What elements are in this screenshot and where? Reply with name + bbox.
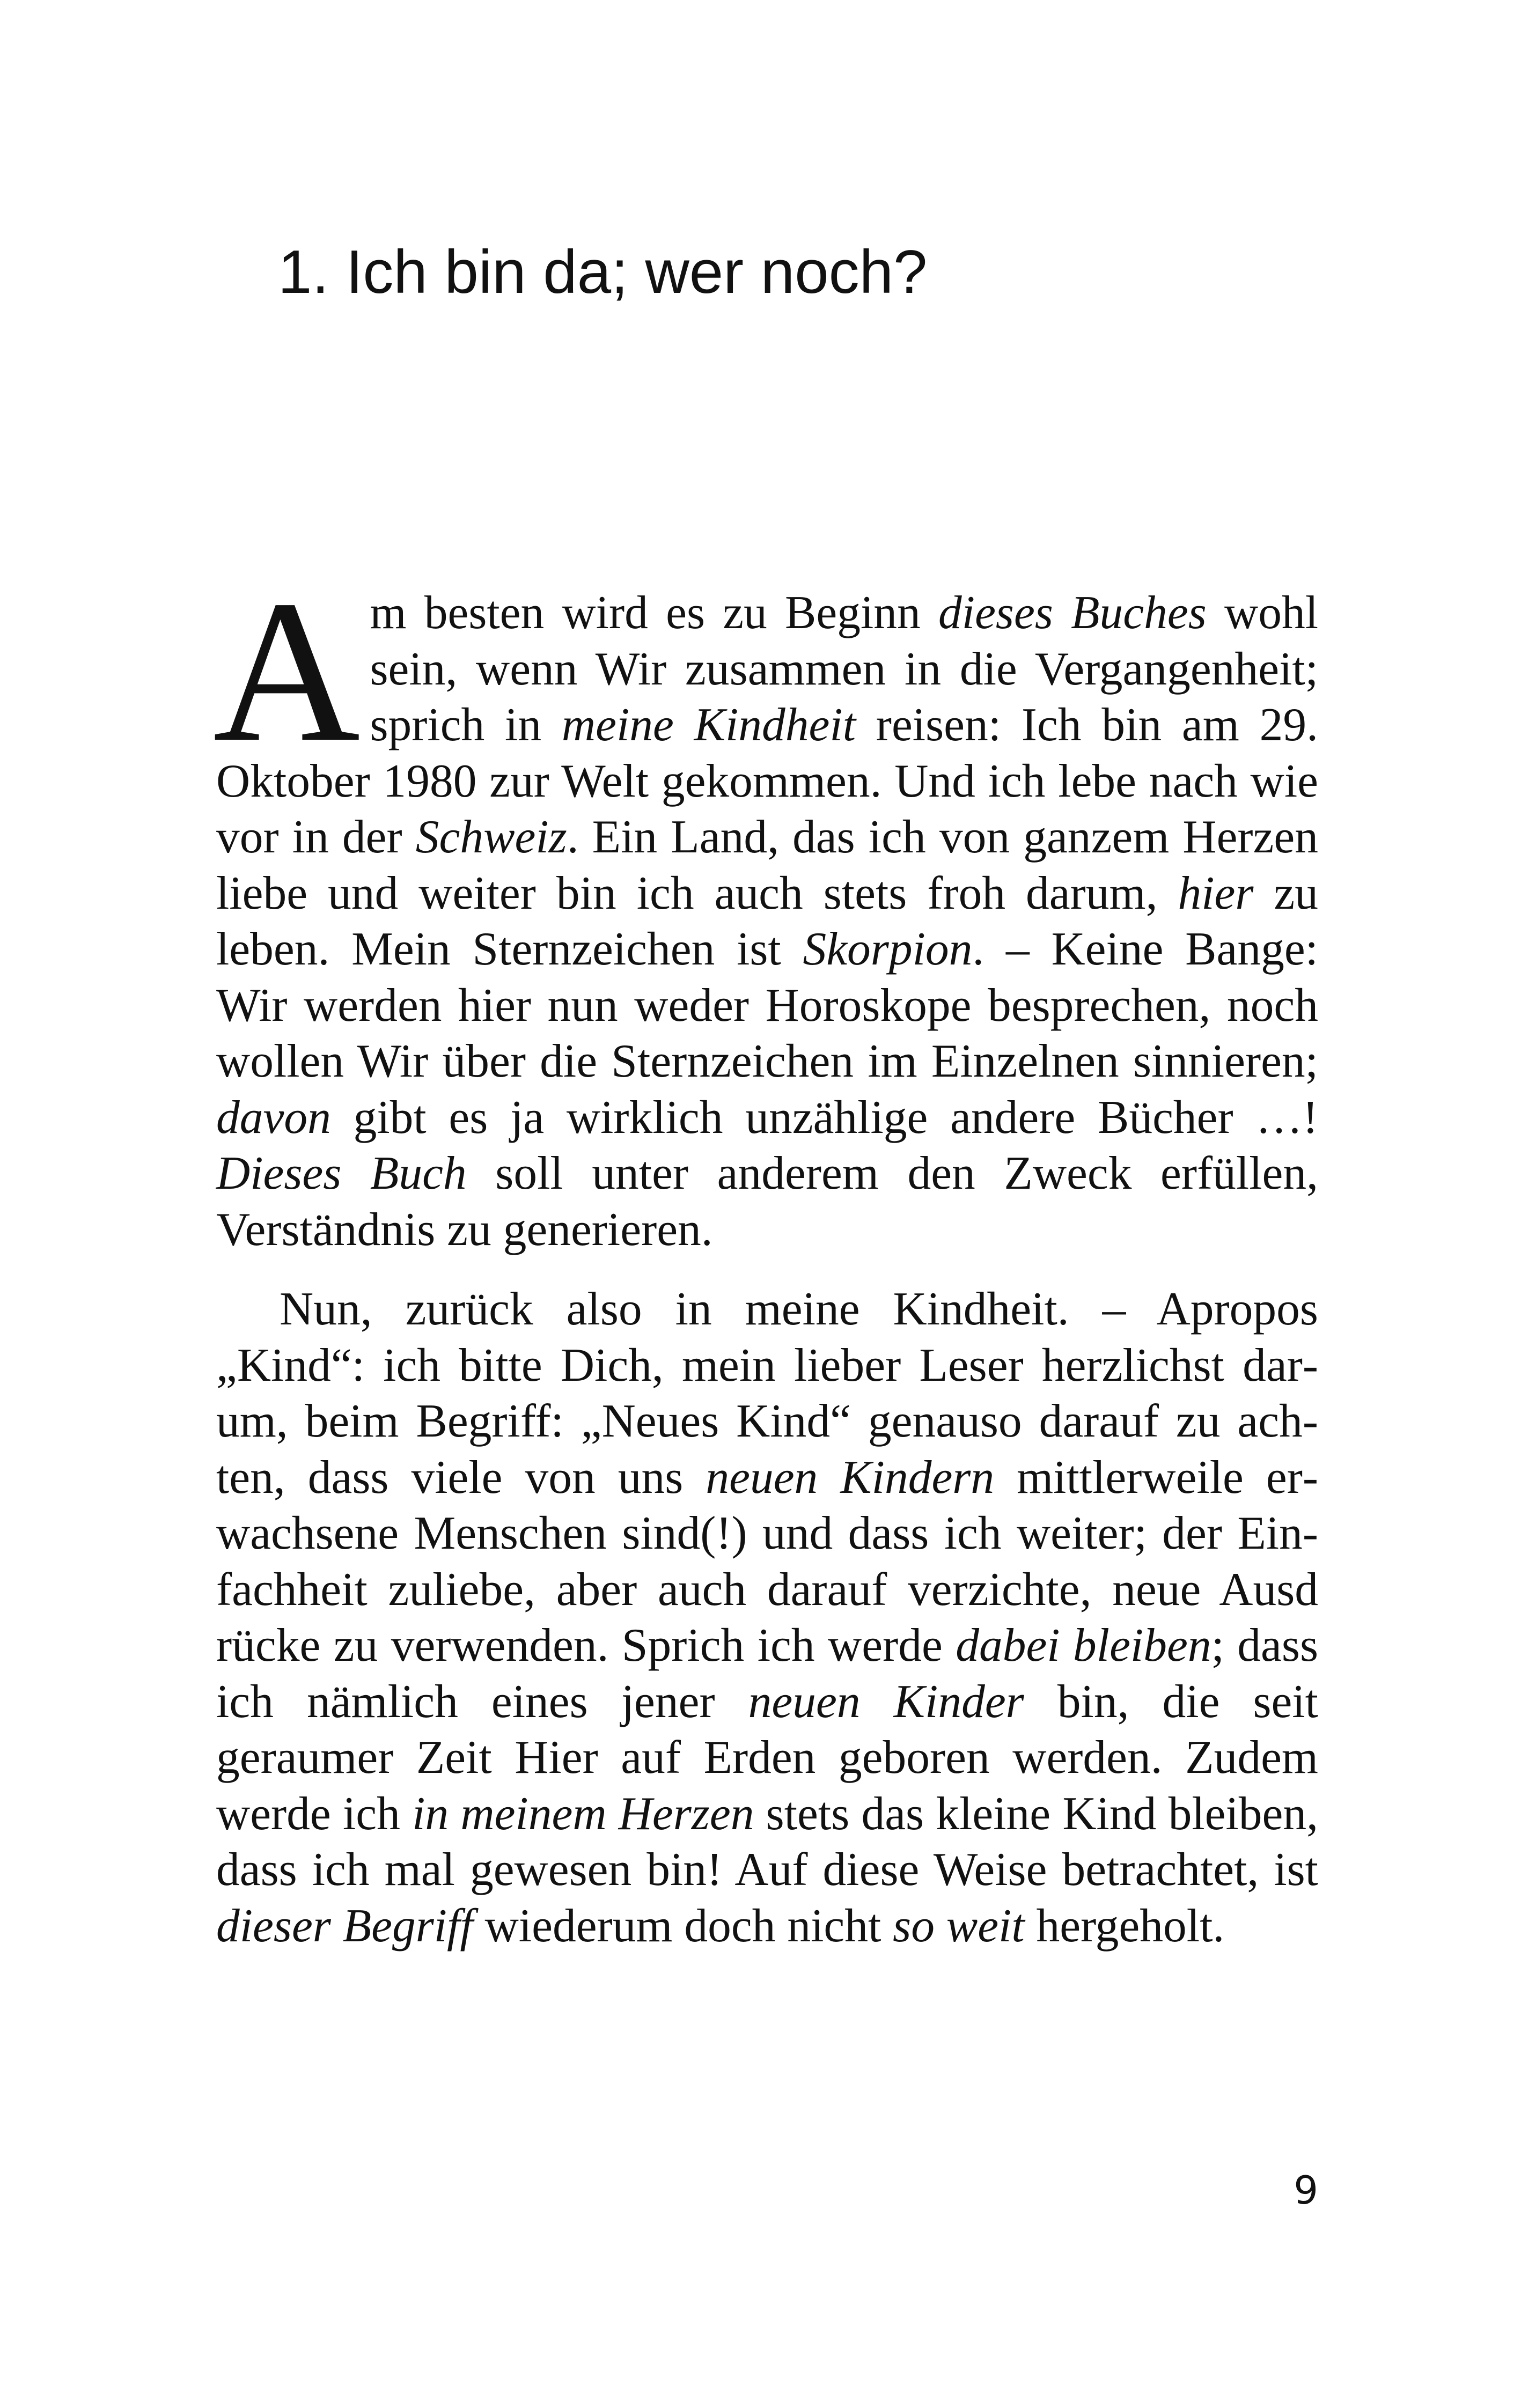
emphasis: meine Kindheit <box>561 698 856 750</box>
emphasis: so weit <box>893 1899 1025 1952</box>
text-run: ; dass ich nämlich eines jener <box>216 1619 1318 1727</box>
emphasis: in meinem Herzen <box>412 1787 754 1839</box>
text-run: . – Keine Bange: Wir werden hier nun weder Horoskope besprechen, noch wollen Wir über die Sternzeichen im Einzelnen sinnieren; <box>216 923 1318 1087</box>
emphasis: neuen Kindern <box>706 1450 995 1503</box>
text-run: mittlerweile erwachsene Menschen sind(!) und dass ich weiter; der Einfachheit zuliebe, aber auch darauf verzichte, neue Ausd rücke zu verwenden. Sprich ich werde <box>216 1450 1319 1671</box>
emphasis: dabei bleiben <box>956 1619 1211 1671</box>
text-run: bin, die seit geraumer Zeit Hier auf Erden geboren werden. Zudem werde ich <box>216 1675 1318 1839</box>
emphasis: Dieses Buch <box>216 1147 467 1199</box>
text-run: wiederum doch nicht <box>473 1899 893 1952</box>
emphasis: dieses Buches <box>938 586 1207 638</box>
emphasis: Skorpion <box>803 923 973 975</box>
emphasis: Schweiz <box>415 811 567 863</box>
emphasis: dieser Begriff <box>216 1899 473 1952</box>
chapter-title: 1. Ich bin da; wer noch? <box>278 238 928 306</box>
text-run: m besten wird es zu Beginn <box>370 586 939 638</box>
page-number: 9 <box>1294 2168 1318 2213</box>
text-run: zu leben. Mein Sternzeichen ist <box>216 866 1318 975</box>
text-run: gibt es ja wirklich unzählige andere Bücher …! <box>330 1091 1318 1143</box>
text-run: Nun, zurück also in meine Kindheit. – Apropos „Kind“: ich bitte Dich, mein lieber Leser herzlichst darum, beim Begriff: „Neues Kind“ genauso darauf zu achten, dass viele von uns <box>216 1283 1318 1503</box>
text-run: wohl sein, wenn Wir zusammen in die Vergangenheit; sprich in <box>370 586 1319 750</box>
emphasis: neuen Kinder <box>748 1675 1024 1727</box>
body-text <box>213 558 1319 1954</box>
drop-cap: A <box>213 558 361 784</box>
text-run: soll unter anderem den Zweck erfüllen, Verständnis zu generieren. <box>216 1147 1319 1255</box>
text-run: . Ein Land, das ich von ganzem Herzen liebe und weiter bin ich auch stets froh darum, <box>216 811 1318 919</box>
text-run: stets das kleine Kind bleiben, dass ich mal gewesen bin! Auf diese Weise betrachtet, ist <box>216 1787 1318 1895</box>
paragraph <box>216 1281 1318 1954</box>
emphasis: hier <box>1178 866 1254 919</box>
emphasis: davon <box>216 1091 331 1143</box>
text-run: hergeholt. <box>1024 1899 1225 1952</box>
text-run: reisen: Ich bin am 29. Oktober 1980 zur Welt gekommen. Und ich lebe nach wie vor in der <box>216 698 1318 863</box>
paragraph <box>213 558 1319 1257</box>
